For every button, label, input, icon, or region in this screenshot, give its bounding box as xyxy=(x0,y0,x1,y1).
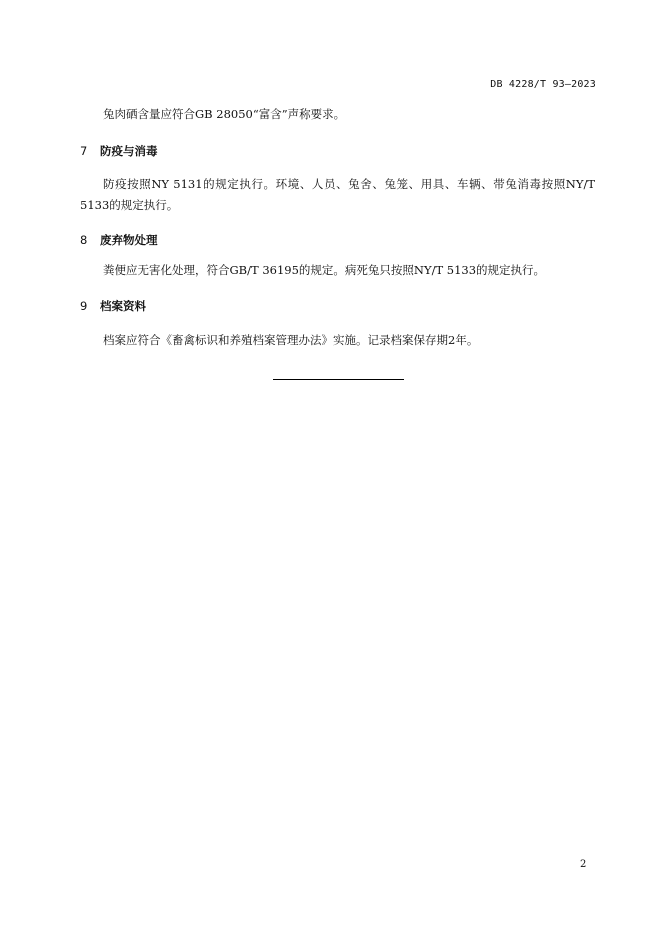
section-8-heading xyxy=(80,232,158,248)
section-9-title: 档案资料 xyxy=(100,299,146,313)
document-code: DB 4228/T 93—2023 xyxy=(490,79,596,90)
section-9-heading xyxy=(80,298,146,314)
section-7-title: 防疫与消毒 xyxy=(100,144,158,158)
section-8-body: 粪便应无害化处理，符合GB/T 36195的规定。病死兔只按照NY/T 5133的规定执行。 xyxy=(103,263,546,277)
section-7-heading xyxy=(80,143,158,159)
section-9-number: 9 xyxy=(80,299,88,313)
section-8-title: 废弃物处理 xyxy=(100,233,158,247)
section-9-body: 档案应符合《畜禽标识和养殖档案管理办法》实施。记录档案保存期2年。 xyxy=(103,333,479,347)
end-of-document-rule xyxy=(273,379,404,380)
page-number: 2 xyxy=(580,859,587,870)
section-8-number: 8 xyxy=(80,233,88,247)
intro-paragraph: 兔肉硒含量应符合GB 28050“富含”声称要求。 xyxy=(103,107,346,121)
section-7-number: 7 xyxy=(80,144,88,158)
section-7-body: 防疫按照NY 5131的规定执行。环境、人员、兔舍、兔笼、用具、车辆、带兔消毒按照NY/T 5133的规定执行。 xyxy=(80,177,595,212)
